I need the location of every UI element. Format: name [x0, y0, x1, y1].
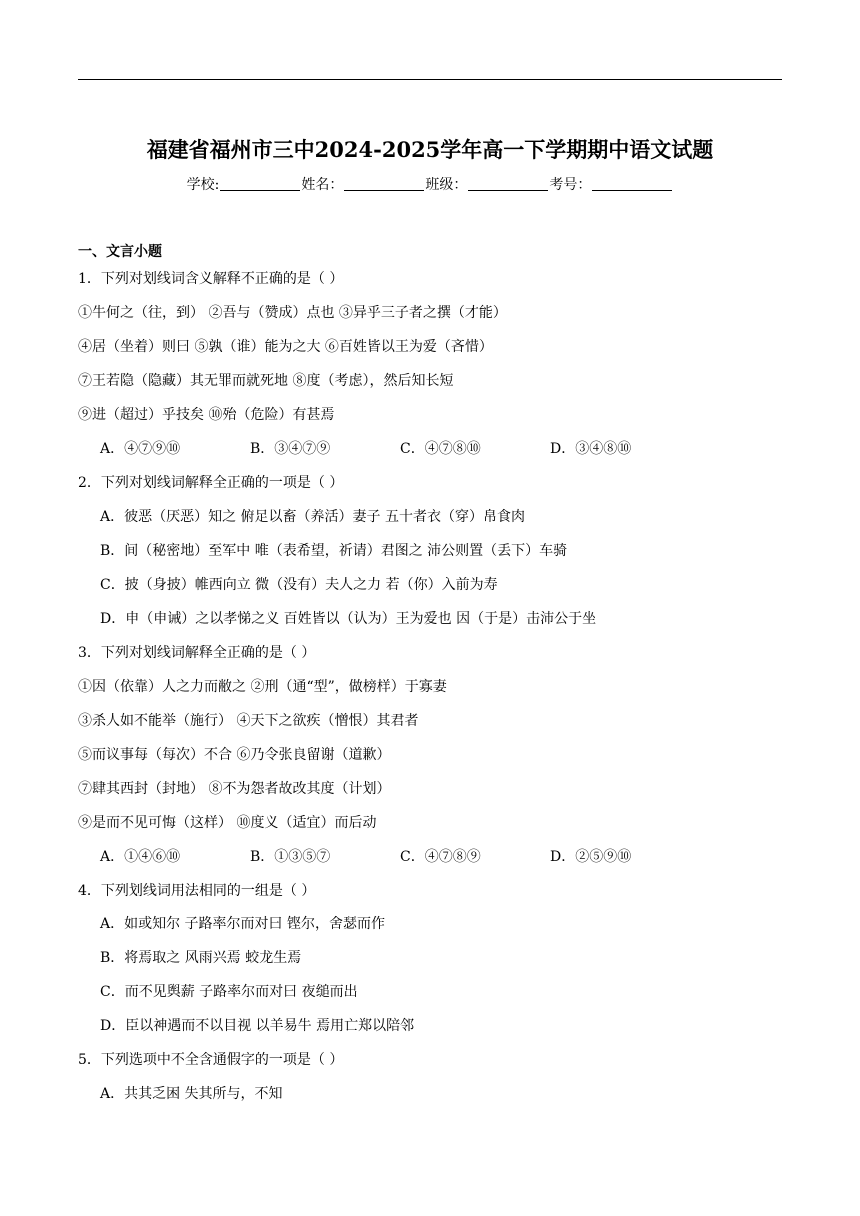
question-line: ①牛何之（往，到） ②吾与（赞成）点也 ③异乎三子者之撰（才能）: [78, 305, 507, 321]
options-row: [100, 847, 631, 867]
option-c[interactable]: C．而不见舆薪 子路率尔而对曰 夜缒而出: [100, 984, 358, 1000]
question-line: ⑨是而不见可悔（这样） ⑩度义（适宜）而后动: [78, 815, 377, 831]
exam-no-label: 考号：: [549, 177, 592, 193]
question-line: ⑤而议事每（每次）不合 ⑥乃令张良留谢（道歉）: [78, 747, 391, 763]
name-label: 姓名：: [301, 177, 344, 193]
option-a[interactable]: A．④⑦⑨⑩: [100, 441, 181, 457]
question-line: ⑨进（超过）乎技矣 ⑩殆（危险）有甚焉: [78, 407, 335, 423]
option-a[interactable]: A．①④⑥⑩: [100, 849, 181, 865]
question-stem: 3．下列对划线词解释全正确的是（ ）: [78, 645, 316, 661]
school-blank[interactable]: [220, 176, 300, 191]
option-d[interactable]: D．③④⑧⑩: [550, 441, 632, 457]
student-info-line: [0, 175, 860, 195]
option-d[interactable]: D．②⑤⑨⑩: [550, 849, 632, 865]
class-label: 班级：: [425, 177, 468, 193]
option-b[interactable]: B．将焉取之 风雨兴焉 蛟龙生焉: [100, 950, 302, 966]
question-stem: 4．下列划线词用法相同的一组是（ ）: [78, 883, 316, 899]
section-heading: 一、文言小题: [78, 244, 162, 260]
option-b[interactable]: B．①③⑤⑦: [250, 849, 331, 865]
class-blank[interactable]: [468, 176, 548, 191]
option-b[interactable]: B．③④⑦⑨: [250, 441, 331, 457]
question-line: ⑦肆其西封（封地） ⑧不为怨者故改其度（计划）: [78, 781, 391, 797]
option-b[interactable]: B．间（秘密地）至军中 唯（表希望，祈请）君图之 沛公则置（丢下）车骑: [100, 543, 568, 559]
option-a[interactable]: A．共其乏困 失其所与，不知: [100, 1086, 283, 1102]
question-line: ①因（依靠）人之力而敝之 ②刑（通“型”，做榜样）于寡妻: [78, 679, 447, 695]
option-c[interactable]: C．④⑦⑧⑩: [400, 441, 481, 457]
options-row: [100, 439, 631, 459]
option-d[interactable]: D．臣以神遇而不以目视 以羊易牛 焉用亡郑以陪邻: [100, 1018, 415, 1034]
header-rule: [78, 79, 782, 80]
question-line: ④居（坐着）则曰 ⑤孰（谁）能为之大 ⑥百姓皆以王为爱（吝惜）: [78, 339, 493, 355]
question-stem: 2．下列对划线词解释全正确的一项是（ ）: [78, 475, 344, 491]
question-line: ⑦王若隐（隐藏）其无罪而就死地 ⑧度（考虑），然后知长短: [78, 373, 454, 389]
option-c[interactable]: C．披（身披）帷西向立 微（没有）夫人之力 若（你）入前为寿: [100, 577, 498, 593]
question-stem: 5．下列选项中不全含通假字的一项是（ ）: [78, 1052, 344, 1068]
option-a[interactable]: A．如或知尔 子路率尔而对曰 铿尔，舍瑟而作: [100, 916, 386, 932]
exam-no-blank[interactable]: [592, 176, 672, 191]
option-d[interactable]: D．申（申诫）之以孝悌之义 百姓皆以（认为）王为爱也 因（于是）击沛公于坐: [100, 611, 597, 627]
school-label: 学校:: [186, 177, 220, 193]
option-c[interactable]: C．④⑦⑧⑨: [400, 849, 481, 865]
question-stem: 1．下列对划线词含义解释不正确的是（ ）: [78, 271, 344, 287]
question-line: ③杀人如不能举（施行） ④天下之欲疾（憎恨）其君者: [78, 713, 419, 729]
page-title: 福建省福州市三中2024-2025学年高一下学期期中语文试题: [146, 137, 714, 162]
name-blank[interactable]: [344, 176, 424, 191]
option-a[interactable]: A．彼恶（厌恶）知之 俯足以畜（养活）妻子 五十者衣（穿）帛食肉: [100, 509, 526, 525]
